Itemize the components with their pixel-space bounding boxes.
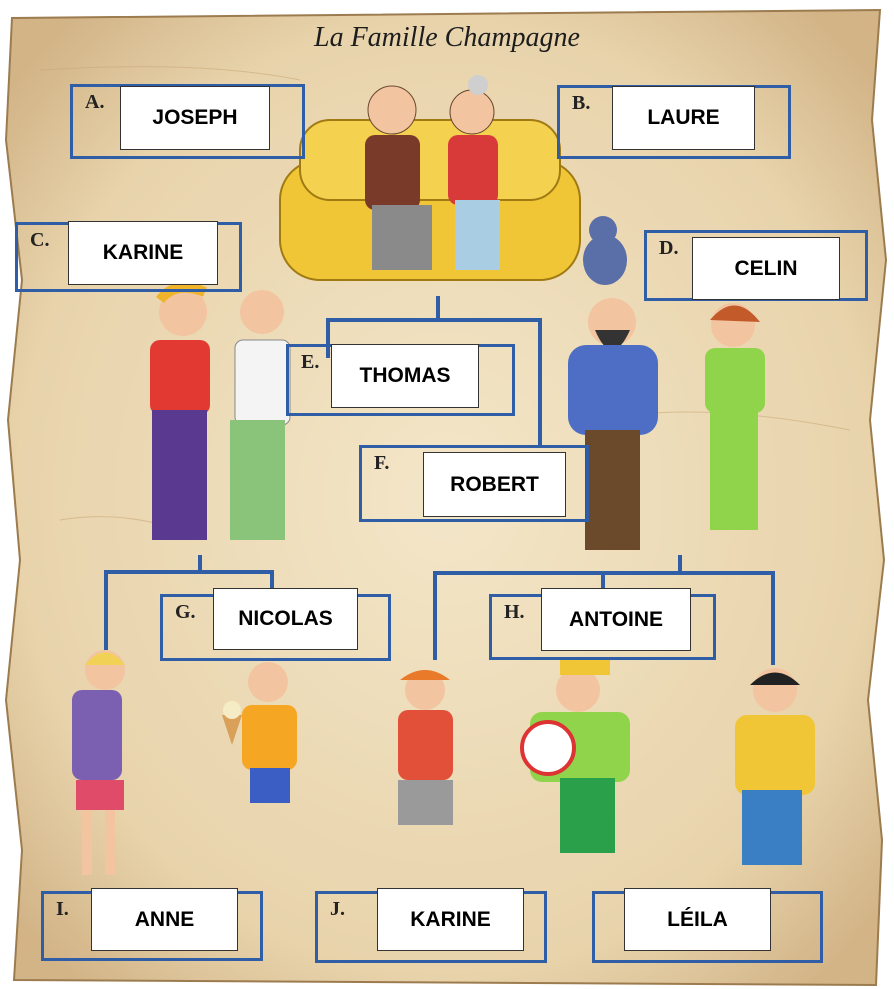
name-field-g[interactable]: NICOLAS	[213, 588, 358, 650]
name-field-e[interactable]: THOMAS	[331, 344, 479, 408]
name-field-j[interactable]: KARINE	[377, 888, 524, 951]
label-letter-h: H.	[504, 601, 525, 623]
label-letter-i: I.	[56, 898, 69, 920]
name-field-d[interactable]: CELIN	[692, 237, 840, 300]
label-letter-e: E.	[301, 351, 320, 373]
name-field-i[interactable]: ANNE	[91, 888, 238, 951]
label-letter-g: G.	[175, 601, 196, 623]
label-letter-c: C.	[30, 229, 50, 251]
worksheet-title: La Famille Champagne	[314, 22, 580, 53]
name-field-f[interactable]: ROBERT	[423, 452, 566, 517]
name-field-a[interactable]: JOSEPH	[120, 86, 270, 150]
label-letter-b: B.	[572, 92, 591, 114]
label-letter-d: D.	[659, 237, 679, 259]
name-field-c[interactable]: KARINE	[68, 221, 218, 285]
label-letter-j: J.	[330, 898, 345, 920]
label-letter-f: F.	[374, 452, 390, 474]
label-letter-a: A.	[85, 91, 105, 113]
name-field-h[interactable]: ANTOINE	[541, 588, 691, 651]
name-field-k[interactable]: LÉILA	[624, 888, 771, 951]
name-field-b[interactable]: LAURE	[612, 86, 755, 150]
